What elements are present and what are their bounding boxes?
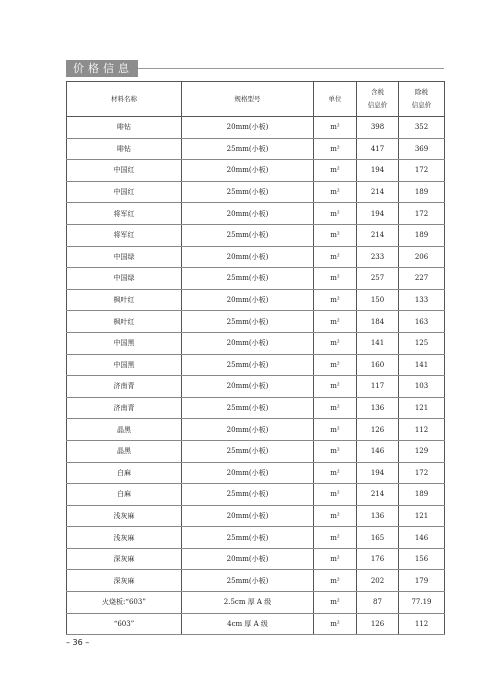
cell-unit: m² bbox=[314, 138, 357, 160]
cell-spec: 25mm(小板) bbox=[182, 268, 314, 290]
cell-unit: m² bbox=[314, 548, 357, 570]
cell-spec: 20mm(小板) bbox=[182, 462, 314, 484]
cell-material-name: 啡钻 bbox=[67, 117, 182, 139]
cell-material-name: 深灰麻 bbox=[67, 548, 182, 570]
cell-tax-incl-price: 136 bbox=[357, 397, 399, 419]
cell-tax-excl-price: 121 bbox=[399, 505, 445, 527]
cell-unit: m² bbox=[314, 592, 357, 614]
table-row bbox=[67, 505, 445, 527]
cell-tax-incl-price: 417 bbox=[357, 138, 399, 160]
cell-spec: 20mm(小板) bbox=[182, 419, 314, 441]
cell-tax-excl-price: 112 bbox=[399, 419, 445, 441]
cell-material-name: 中国红 bbox=[67, 160, 182, 182]
cell-unit: m² bbox=[314, 311, 357, 333]
cell-spec: 25mm(小板) bbox=[182, 484, 314, 506]
table-row bbox=[67, 397, 445, 419]
cell-material-name: 晶黑 bbox=[67, 440, 182, 462]
table-row bbox=[67, 224, 445, 246]
table-row bbox=[67, 160, 445, 182]
cell-tax-excl-price: 206 bbox=[399, 246, 445, 268]
cell-tax-incl-price: 176 bbox=[357, 548, 399, 570]
cell-tax-incl-price: 150 bbox=[357, 289, 399, 311]
cell-spec: 20mm(小板) bbox=[182, 160, 314, 182]
table-row bbox=[67, 570, 445, 592]
cell-unit: m² bbox=[314, 289, 357, 311]
cell-material-name: 深灰麻 bbox=[67, 570, 182, 592]
cell-tax-incl-price: 184 bbox=[357, 311, 399, 333]
section-header-label: 价格信息 bbox=[66, 60, 138, 77]
cell-unit: m² bbox=[314, 505, 357, 527]
cell-tax-excl-price: 103 bbox=[399, 376, 445, 398]
header-divider bbox=[138, 68, 444, 69]
cell-spec: 20mm(小板) bbox=[182, 505, 314, 527]
cell-material-name: 济南青 bbox=[67, 397, 182, 419]
cell-material-name: 白麻 bbox=[67, 484, 182, 506]
cell-unit: m² bbox=[314, 484, 357, 506]
cell-tax-incl-price: 165 bbox=[357, 527, 399, 549]
cell-material-name: 中国绿 bbox=[67, 268, 182, 290]
table-row bbox=[67, 268, 445, 290]
cell-unit: m² bbox=[314, 440, 357, 462]
cell-unit: m² bbox=[314, 160, 357, 182]
cell-spec: 25mm(小板) bbox=[182, 311, 314, 333]
cell-spec: 20mm(小板) bbox=[182, 117, 314, 139]
header-tax-incl: 含税 信息价 bbox=[357, 82, 399, 117]
cell-tax-incl-price: 214 bbox=[357, 181, 399, 203]
table-row bbox=[67, 138, 445, 160]
cell-spec: 20mm(小板) bbox=[182, 376, 314, 398]
cell-spec: 2.5cm 厚 A 级 bbox=[182, 592, 314, 614]
cell-tax-excl-price: 146 bbox=[399, 527, 445, 549]
table-row bbox=[67, 354, 445, 376]
cell-tax-incl-price: 126 bbox=[357, 419, 399, 441]
cell-tax-excl-price: 125 bbox=[399, 332, 445, 354]
cell-material-name: 将军红 bbox=[67, 224, 182, 246]
cell-tax-incl-price: 194 bbox=[357, 462, 399, 484]
cell-material-name: 枫叶红 bbox=[67, 311, 182, 333]
cell-unit: m² bbox=[314, 332, 357, 354]
cell-unit: m² bbox=[314, 224, 357, 246]
cell-tax-excl-price: 189 bbox=[399, 224, 445, 246]
table-row bbox=[67, 181, 445, 203]
cell-tax-excl-price: 172 bbox=[399, 203, 445, 225]
table-header-row bbox=[67, 82, 445, 117]
table-row bbox=[67, 527, 445, 549]
table-row bbox=[67, 592, 445, 614]
table-row bbox=[67, 376, 445, 398]
cell-spec: 25mm(小板) bbox=[182, 440, 314, 462]
cell-tax-excl-price: 156 bbox=[399, 548, 445, 570]
cell-material-name: 火烧板:“603” bbox=[67, 592, 182, 614]
header-tax-excl: 除税 信息价 bbox=[399, 82, 445, 117]
cell-tax-incl-price: 194 bbox=[357, 203, 399, 225]
header-unit: 单位 bbox=[314, 82, 357, 117]
cell-unit: m² bbox=[314, 419, 357, 441]
cell-material-name: 中国黑 bbox=[67, 332, 182, 354]
cell-unit: m² bbox=[314, 268, 357, 290]
cell-unit: m² bbox=[314, 246, 357, 268]
cell-tax-excl-price: 112 bbox=[399, 613, 445, 635]
cell-material-name: 晶黑 bbox=[67, 419, 182, 441]
cell-tax-incl-price: 126 bbox=[357, 613, 399, 635]
cell-spec: 20mm(小板) bbox=[182, 289, 314, 311]
cell-tax-incl-price: 233 bbox=[357, 246, 399, 268]
cell-tax-incl-price: 160 bbox=[357, 354, 399, 376]
cell-spec: 20mm(小板) bbox=[182, 332, 314, 354]
cell-tax-incl-price: 214 bbox=[357, 224, 399, 246]
cell-tax-incl-price: 141 bbox=[357, 332, 399, 354]
cell-unit: m² bbox=[314, 203, 357, 225]
table-row bbox=[67, 548, 445, 570]
table-row bbox=[67, 462, 445, 484]
cell-tax-incl-price: 214 bbox=[357, 484, 399, 506]
header-material: 材料名称 bbox=[67, 82, 182, 117]
table-row bbox=[67, 203, 445, 225]
cell-material-name: 中国绿 bbox=[67, 246, 182, 268]
cell-tax-incl-price: 87 bbox=[357, 592, 399, 614]
cell-spec: 25mm(小板) bbox=[182, 224, 314, 246]
cell-unit: m² bbox=[314, 570, 357, 592]
cell-material-name: 将军红 bbox=[67, 203, 182, 225]
cell-tax-excl-price: 141 bbox=[399, 354, 445, 376]
cell-tax-excl-price: 189 bbox=[399, 484, 445, 506]
table-row bbox=[67, 117, 445, 139]
cell-tax-excl-price: 369 bbox=[399, 138, 445, 160]
cell-spec: 20mm(小板) bbox=[182, 548, 314, 570]
cell-tax-excl-price: 133 bbox=[399, 289, 445, 311]
cell-tax-incl-price: 257 bbox=[357, 268, 399, 290]
cell-material-name: 浅灰麻 bbox=[67, 527, 182, 549]
cell-unit: m² bbox=[314, 354, 357, 376]
cell-material-name: 浅灰麻 bbox=[67, 505, 182, 527]
cell-unit: m² bbox=[314, 376, 357, 398]
cell-unit: m² bbox=[314, 613, 357, 635]
cell-tax-excl-price: 172 bbox=[399, 160, 445, 182]
cell-tax-incl-price: 146 bbox=[357, 440, 399, 462]
cell-tax-excl-price: 172 bbox=[399, 462, 445, 484]
cell-material-name: 枫叶红 bbox=[67, 289, 182, 311]
cell-spec: 4cm 厚 A 级 bbox=[182, 613, 314, 635]
cell-spec: 25mm(小板) bbox=[182, 397, 314, 419]
price-table bbox=[66, 81, 445, 635]
cell-unit: m² bbox=[314, 462, 357, 484]
cell-tax-incl-price: 117 bbox=[357, 376, 399, 398]
cell-tax-excl-price: 179 bbox=[399, 570, 445, 592]
table-row bbox=[67, 440, 445, 462]
cell-spec: 20mm(小板) bbox=[182, 203, 314, 225]
cell-spec: 25mm(小板) bbox=[182, 570, 314, 592]
cell-tax-excl-price: 352 bbox=[399, 117, 445, 139]
cell-unit: m² bbox=[314, 397, 357, 419]
cell-material-name: “603” bbox=[67, 613, 182, 635]
cell-material-name: 啡钻 bbox=[67, 138, 182, 160]
cell-material-name: 济南青 bbox=[67, 376, 182, 398]
cell-unit: m² bbox=[314, 181, 357, 203]
table-row bbox=[67, 246, 445, 268]
table-row bbox=[67, 613, 445, 635]
cell-tax-excl-price: 129 bbox=[399, 440, 445, 462]
cell-tax-incl-price: 398 bbox=[357, 117, 399, 139]
cell-spec: 25mm(小板) bbox=[182, 354, 314, 376]
cell-tax-excl-price: 163 bbox=[399, 311, 445, 333]
cell-spec: 25mm(小板) bbox=[182, 181, 314, 203]
table-body bbox=[67, 117, 445, 635]
cell-tax-excl-price: 227 bbox=[399, 268, 445, 290]
cell-tax-incl-price: 202 bbox=[357, 570, 399, 592]
cell-unit: m² bbox=[314, 117, 357, 139]
table-row bbox=[67, 484, 445, 506]
cell-spec: 25mm(小板) bbox=[182, 527, 314, 549]
table-row bbox=[67, 289, 445, 311]
cell-tax-excl-price: 189 bbox=[399, 181, 445, 203]
header-spec: 规格型号 bbox=[182, 82, 314, 117]
cell-tax-incl-price: 194 bbox=[357, 160, 399, 182]
cell-spec: 25mm(小板) bbox=[182, 138, 314, 160]
cell-tax-incl-price: 136 bbox=[357, 505, 399, 527]
cell-spec: 20mm(小板) bbox=[182, 246, 314, 268]
cell-material-name: 中国黑 bbox=[67, 354, 182, 376]
table-row bbox=[67, 419, 445, 441]
cell-tax-excl-price: 121 bbox=[399, 397, 445, 419]
table-row bbox=[67, 311, 445, 333]
table-row bbox=[67, 332, 445, 354]
cell-unit: m² bbox=[314, 527, 357, 549]
cell-material-name: 中国红 bbox=[67, 181, 182, 203]
cell-tax-excl-price: 77.19 bbox=[399, 592, 445, 614]
cell-material-name: 白麻 bbox=[67, 462, 182, 484]
page-number: – 36 – bbox=[66, 638, 90, 647]
